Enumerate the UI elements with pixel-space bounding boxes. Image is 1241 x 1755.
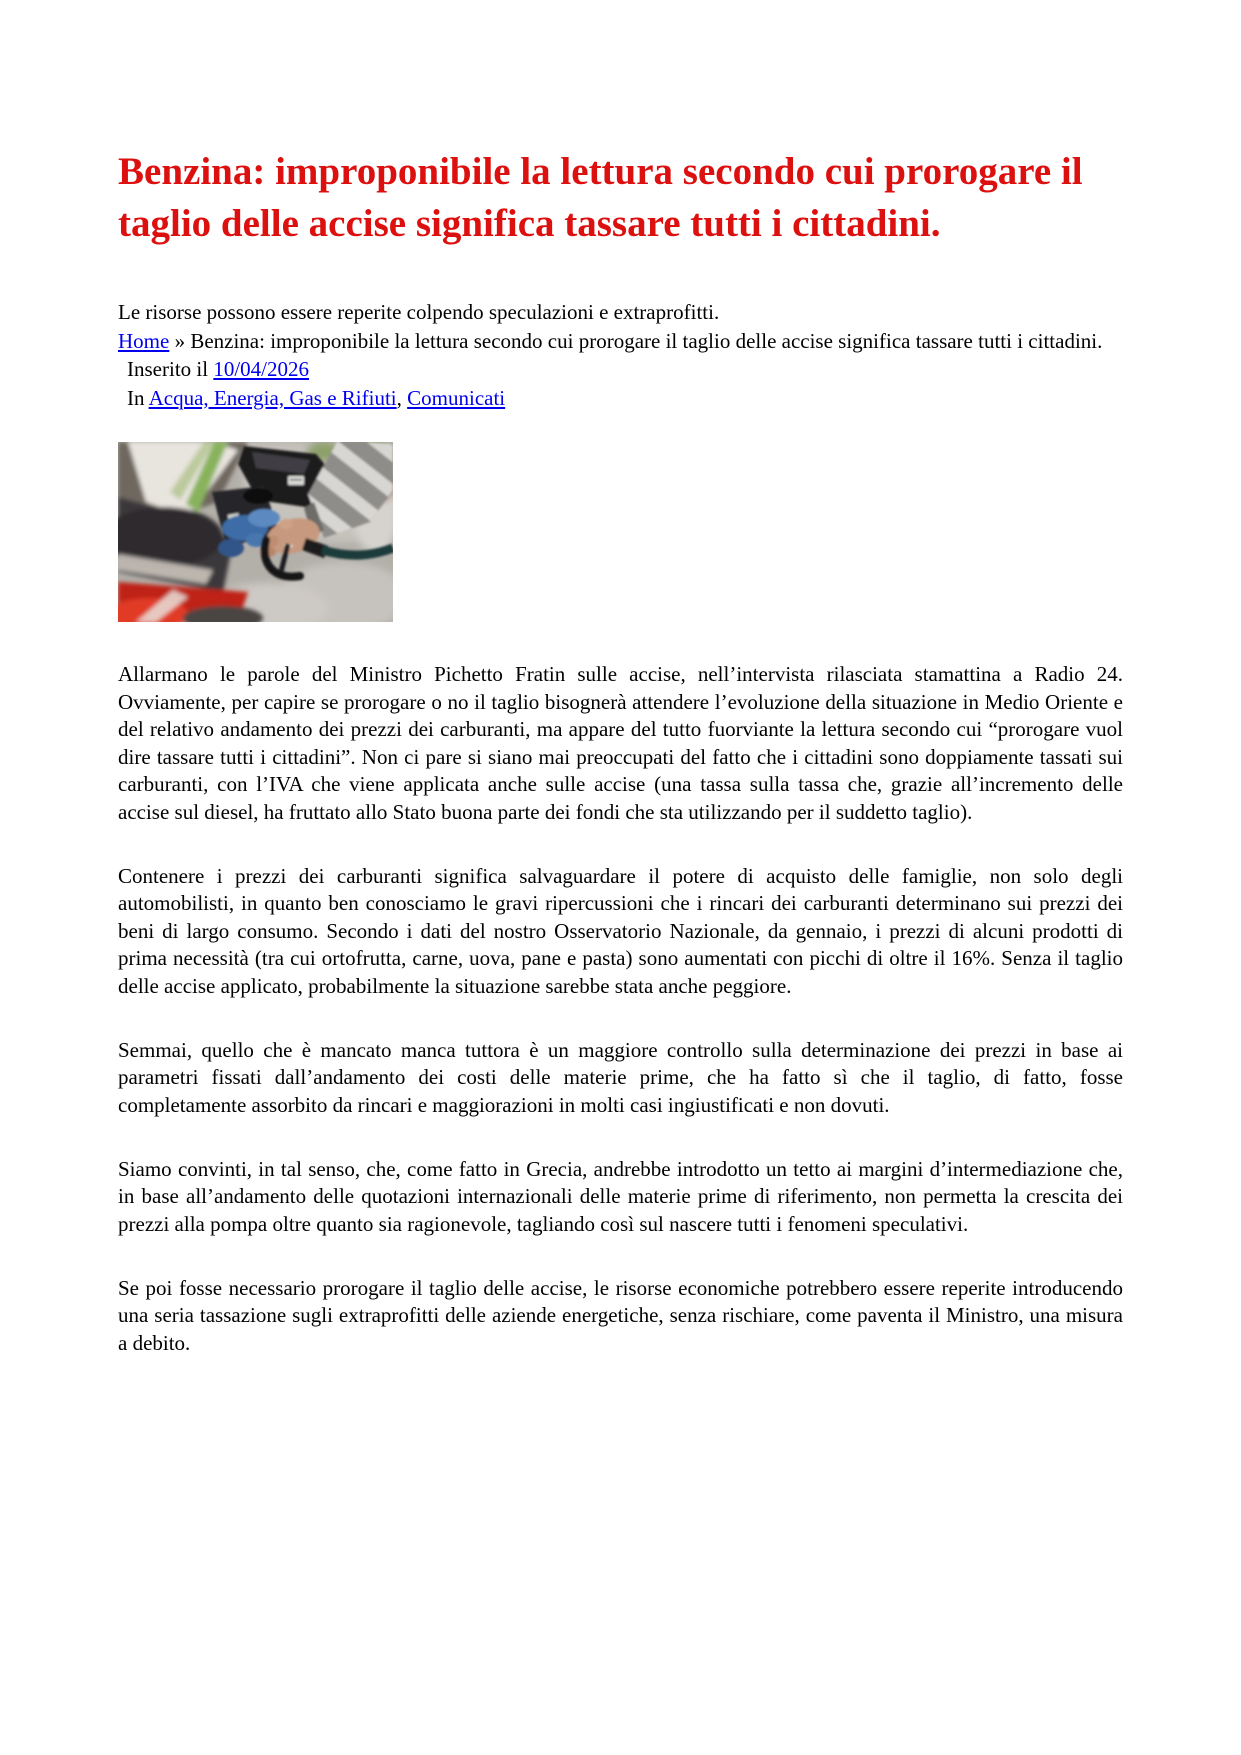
category-link-acqua-energia-gas-e-rifiuti[interactable]: Acqua, Energia, Gas e Rifiuti [148,385,397,410]
breadcrumb-home-link[interactable]: Home [118,328,170,353]
fuel-refueling-photo [118,442,393,622]
post-date-link[interactable]: 10/04/2026 [213,357,309,381]
post-date-line [118,355,1123,384]
article-paragraph: Semmai, quello che è mancato manca tuttora è un maggiore controllo sulla determinazione dei prezzi in base ai parametri fissati dall’andamento dei costi delle materie prime, che ha fatto sì che il taglio, di fatto, fosse completamente assorbito da rincari e maggiorazioni in molti casi ingiustificati e non dovuti. [118,1037,1123,1117]
article-subtitle: Le risorse possono essere reperite colpendo speculazioni e extraprofitti. [118,300,720,324]
article-paragraph: Se poi fosse necessario prorogare il taglio delle accise, le risorse economiche potrebbero essere reperite introducendo una seria tassazione sugli extraprofitti delle aziende energetiche, senza rischiare, come paventa il Ministro, una misura a debito. [118,1275,1123,1355]
categories-line [118,384,1123,413]
category-link-comunicati[interactable]: Comunicati [407,385,506,410]
article-paragraph: Allarmano le parole del Ministro Pichetto Fratin sulle accise, nell’intervista rilasciata stamattina a Radio 24. Ovviamente, per capire se prorogare o no il taglio bisognerà attendere l’evoluzione della situazione in Medio Oriente e del relativo andamento dei prezzi dei carburanti, ma appare del tutto fuorviante la lettura secondo cui “prorogare vuol dire tassare tutti i cittadini”. Non ci pare si siano mai preoccupati del fatto che i cittadini sono doppiamente tassati sui carburanti, con l’IVA che viene applicata anche sulle accise (una tassa sulla tassa che, grazie all’incremento delle accise sul diesel, ha fruttato allo Stato buona parte dei fondi che sta utilizzando per il suddetto taglio). [118,662,1123,824]
in-label: In [127,385,145,410]
posted-label: Inserito il [127,357,209,381]
category-separator: , [396,385,402,410]
article-paragraph: Contenere i prezzi dei carburanti significa salvaguardare il potere di acquisto delle famiglie, non solo degli automobilisti, in quanto ben conosciamo le gravi ripercussioni che i rincari dei carburanti determinano sui prezzi dei beni di largo consumo. Secondo i dati del nostro Osservatorio Nazionale, da gennaio, i prezzi di alcuni prodotti di prima necessità (tra cui ortofrutta, carne, uova, pane e pasta) sono aumentati con picchi di oltre il 16%. Senza il taglio delle accise applicato, probabilmente la situazione sarebbe stata anche peggiore. [118,863,1123,998]
article-meta [118,298,1123,412]
breadcrumb [118,327,1123,356]
article-content [118,0,1123,1394]
article-body [118,661,1123,1357]
article-paragraph: Siamo convinti, in tal senso, che, come fatto in Grecia, andrebbe introdotto un tetto ai margini d’intermediazione che, in base all’andamento delle quotazioni internazionali delle materie prime di riferimento, non permetta la crescita dei prezzi alla pompa oltre quanto sia ragionevole, tagliando così sul nascere tutti i fenomeni speculativi. [118,1156,1123,1236]
article-image [118,442,393,622]
breadcrumb-current: Benzina: improponibile la lettura secondo cui prorogare il taglio delle accise significa tassare tutti i cittadini. [190,328,1103,353]
breadcrumb-separator: » [174,328,186,353]
article-title: Benzina: improponibile la lettura secondo cui prorogare il taglio delle accise significa tassare tutti i cittadini. [118,150,1083,245]
